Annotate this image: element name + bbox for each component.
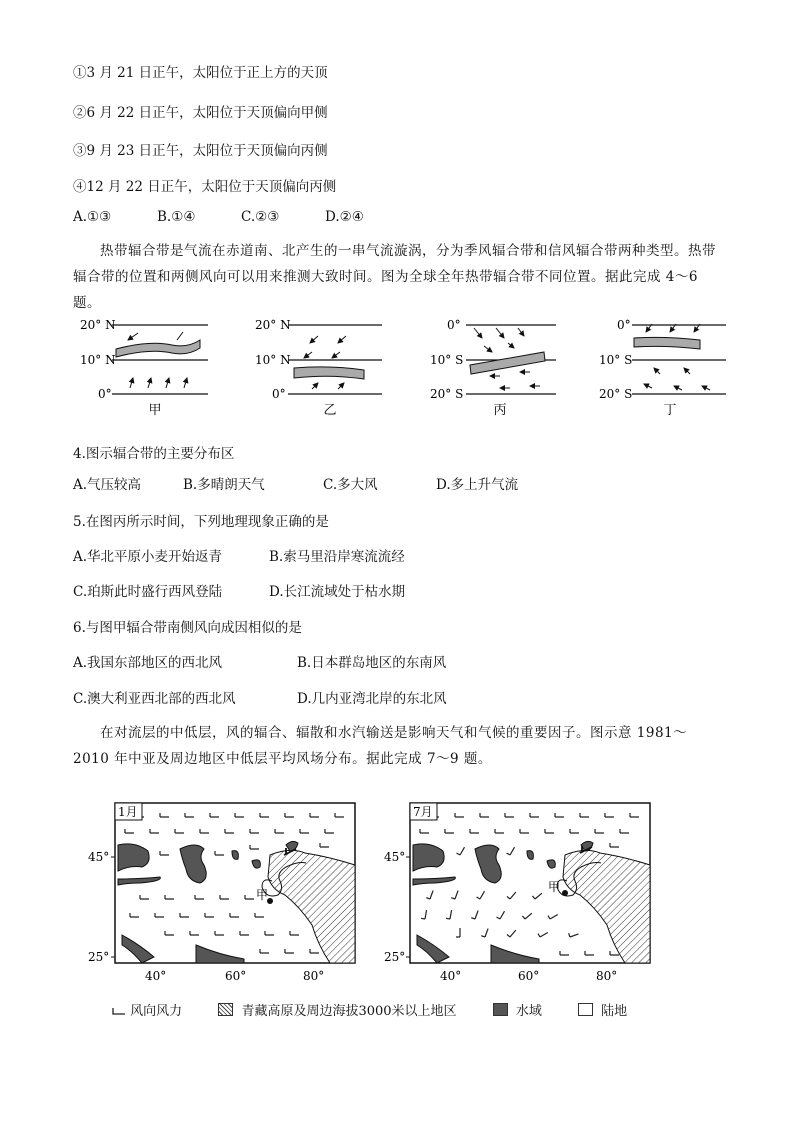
legend-wind xyxy=(112,1000,182,1019)
q3-choice-b[interactable]: B.①④ xyxy=(157,209,196,225)
q5-choice-c[interactable]: C.珀斯此时盛行西风登陆 xyxy=(73,584,223,600)
map-legend xyxy=(112,1000,659,1019)
map-july-month: 7月 xyxy=(413,805,433,819)
panel-yi xyxy=(255,318,382,418)
map-january-x-80: 80° xyxy=(303,969,325,983)
q6-choices-row2 xyxy=(73,690,447,708)
panel-yi-label-1: 20° N xyxy=(255,318,291,332)
map-july-x-40: 40° xyxy=(440,969,462,983)
q5-stem: 5.在图丙所示时间，下列地理现象正确的是 xyxy=(73,514,329,530)
panel-ding-label-1: 0° xyxy=(617,318,631,332)
q4-choice-a[interactable]: A.气压较高 xyxy=(73,477,142,493)
q4-stem: 4.图示辐合带的主要分布区 xyxy=(73,446,235,462)
panel-yi-label-3: 0° xyxy=(272,387,286,401)
panel-jia xyxy=(80,318,208,418)
map-january xyxy=(88,803,355,983)
map-january-y-45: 45° xyxy=(88,850,110,864)
q5-choices-row2 xyxy=(73,583,405,601)
panel-bing-caption: 丙 xyxy=(493,403,507,418)
q3-choice-c[interactable]: C.②③ xyxy=(241,209,280,225)
q3-option-2: ②6 月 22 日正午，太阳位于天顶偏向甲侧 xyxy=(73,105,328,121)
hatch-swatch-icon xyxy=(218,1003,233,1016)
intro-wind: 在对流层的中低层，风的辐合、辐散和水汽输送是影响天气和气候的重要因子。图示意 1981～2010 年中亚及周边地区中低层平均风场分布。据此完成 7～9 题。 xyxy=(73,725,688,767)
panel-jia-caption: 甲 xyxy=(148,403,162,418)
legend-water-label: 水域 xyxy=(515,1004,542,1019)
q5-choice-d[interactable]: D.长江流域处于枯水期 xyxy=(269,584,406,600)
panel-ding-caption: 丁 xyxy=(663,403,677,418)
legend-plateau-label: 青藏高原及周边海拔3000米以上地区 xyxy=(241,1004,457,1019)
map-july xyxy=(384,803,650,983)
itcz-figure xyxy=(0,310,794,420)
q3-option-4: ④12 月 22 日正午，太阳位于天顶偏向丙侧 xyxy=(73,179,337,195)
q3-choices xyxy=(73,208,364,226)
legend-wind-label: 风向风力 xyxy=(130,1004,183,1019)
q4-choice-d[interactable]: D.多上升气流 xyxy=(436,477,519,493)
q3-choice-d[interactable]: D.②④ xyxy=(325,209,364,225)
q6-stem: 6.与图甲辐合带南侧风向成因相似的是 xyxy=(73,620,302,636)
water-swatch-icon xyxy=(493,1003,508,1016)
panel-bing xyxy=(430,318,556,418)
q4-choices xyxy=(73,476,518,494)
legend-land xyxy=(578,1000,627,1019)
panel-bing-label-1: 0° xyxy=(447,318,461,332)
map-july-marker: 甲 xyxy=(548,880,561,894)
q6-choice-b[interactable]: B.日本群岛地区的东南风 xyxy=(297,655,447,671)
panel-yi-caption: 乙 xyxy=(323,403,337,418)
panel-bing-label-2: 10° S xyxy=(430,353,464,367)
panel-ding xyxy=(599,318,726,418)
map-january-y-25: 25° xyxy=(88,950,110,964)
map-january-x-40: 40° xyxy=(145,969,167,983)
wind-field-figure xyxy=(0,795,794,995)
map-january-month: 1月 xyxy=(118,805,138,819)
panel-jia-label-3: 0° xyxy=(98,387,112,401)
panel-ding-label-3: 20° S xyxy=(599,387,633,401)
intro-itcz: 热带辐合带是气流在赤道南、北产生的一串气流漩涡，分为季风辐合带和信风辐合带两种类型。热带辐合带的位置和两侧风向可以用来推测大致时间。图为全球全年热带辐合带不同位置。据此完成 4～6 题。 xyxy=(73,243,716,311)
land-swatch-icon xyxy=(578,1003,593,1016)
q6-choice-c[interactable]: C.澳大利亚西北部的西北风 xyxy=(73,691,236,707)
map-january-x-60: 60° xyxy=(225,969,247,983)
q3-choice-a[interactable]: A.①③ xyxy=(73,209,112,225)
panel-bing-label-3: 20° S xyxy=(430,387,464,401)
q5-choice-b[interactable]: B.索马里沿岸寒流流经 xyxy=(269,549,405,565)
panel-jia-label-1: 20° N xyxy=(80,318,116,332)
panel-ding-label-2: 10° S xyxy=(599,353,633,367)
map-july-y-25: 25° xyxy=(384,950,406,964)
q5-choices-row1 xyxy=(73,548,405,566)
panel-jia-label-2: 10° N xyxy=(80,353,116,367)
wind-barb-icon xyxy=(112,1007,126,1017)
legend-water xyxy=(493,1000,542,1019)
q5-choice-a[interactable]: A.华北平原小麦开始返青 xyxy=(73,549,223,565)
q3-option-3: ③9 月 23 日正午，太阳位于天顶偏向丙侧 xyxy=(73,143,328,159)
q6-choices-row1 xyxy=(73,654,446,672)
map-july-x-80: 80° xyxy=(596,969,618,983)
map-july-y-45: 45° xyxy=(384,850,406,864)
q6-choice-a[interactable]: A.我国东部地区的西北风 xyxy=(73,655,223,671)
q4-choice-c[interactable]: C.多大风 xyxy=(323,477,378,493)
map-july-x-60: 60° xyxy=(518,969,540,983)
q6-choice-d[interactable]: D.几内亚湾北岸的东北风 xyxy=(297,691,447,707)
q4-choice-b[interactable]: B.多晴朗天气 xyxy=(183,477,265,493)
map-january-marker: 甲 xyxy=(256,888,269,902)
panel-yi-label-2: 10° N xyxy=(255,353,291,367)
legend-plateau xyxy=(218,1000,456,1019)
legend-land-label: 陆地 xyxy=(601,1004,628,1019)
q3-option-1: ①3 月 21 日正午，太阳位于正上方的天顶 xyxy=(73,65,328,81)
